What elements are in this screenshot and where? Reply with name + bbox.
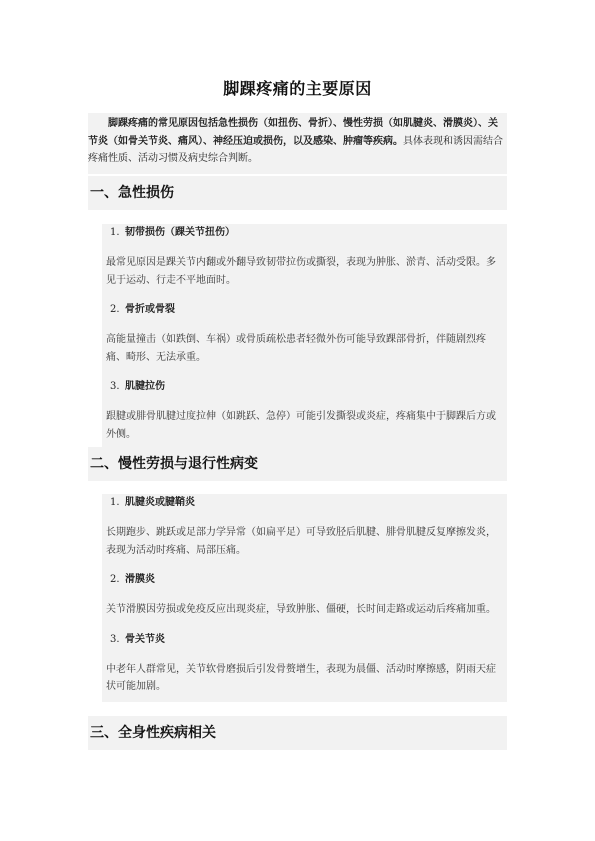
section-chronic-strain-content [102, 494, 507, 702]
list-item [102, 301, 507, 331]
item-description: 最常见原因是踝关节内翻或外翻导致韧带拉伤或撕裂，表现为肿胀、淤青、活动受限。多见于运动、行走不平地面时。 [106, 257, 496, 286]
section-acute-injury-content [102, 224, 507, 449]
item-label: 肌腱炎或腱鞘炎 [125, 497, 195, 508]
page-title: 脚踝疼痛的主要原因 [223, 79, 372, 98]
item-description: 关节滑膜因劳损或免疫反应出现炎症，导致肿胀、僵硬，长时间走路或运动后疼痛加重。 [106, 604, 496, 615]
item-number: 1. [110, 497, 120, 508]
item-number: 1. [110, 227, 120, 238]
section-heading-chronic-strain: 二、慢性劳损与退行性病变 [88, 447, 507, 481]
item-description: 长期跑步、跳跃或足部力学异常（如扁平足）可导致胫后肌腱、腓骨肌腱反复摩擦发炎，表现为活动时疼痛、局部压痛。 [106, 527, 496, 556]
item-label: 骨折或骨裂 [125, 304, 175, 315]
list-item [102, 224, 507, 254]
item-label: 韧带损伤（踝关节扭伤） [125, 227, 235, 238]
item-number: 3. [110, 633, 120, 645]
item-number: 2. [110, 574, 120, 585]
list-item [102, 631, 507, 661]
list-item [102, 378, 507, 408]
section-heading-systemic-disease: 三、全身性疾病相关 [88, 716, 507, 750]
item-number: 2. [110, 304, 120, 315]
item-label: 滑膜炎 [125, 574, 155, 585]
item-description: 中老年人群常见，关节软骨磨损后引发骨赘增生，表现为晨僵、活动时摩擦感，阴雨天症状可能加剧。 [106, 663, 496, 692]
intro-normal-text: 具体表现和诱因需结合疼痛性质、活动习惯及病史综合判断。 [88, 135, 503, 164]
intro-paragraph [88, 113, 507, 174]
item-label: 肌腱拉伤 [125, 381, 165, 392]
list-item [102, 494, 507, 524]
item-number: 3. [110, 381, 120, 392]
item-description: 高能量撞击（如跌倒、车祸）或骨质疏松患者轻微外伤可能导致踝部骨折，伴随剧烈疼痛、畸形、无法承重。 [106, 334, 486, 363]
section-heading-acute-injury: 一、急性损伤 [88, 176, 507, 210]
list-item [102, 571, 507, 601]
intro-bold-text: 脚踝疼痛的常见原因包括急性损伤（如扭伤、骨折）、慢性劳损（如肌腱炎、滑膜炎）、关节炎（如骨关节炎、痛风）、神经压迫或损伤，以及感染、肿瘤等疾病。 [88, 118, 498, 147]
item-label: 骨关节炎 [125, 633, 165, 645]
item-description: 跟腱或腓骨肌腱过度拉伸（如跳跃、急停）可能引发撕裂或炎症，疼痛集中于脚踝后方或外侧。 [106, 411, 496, 440]
